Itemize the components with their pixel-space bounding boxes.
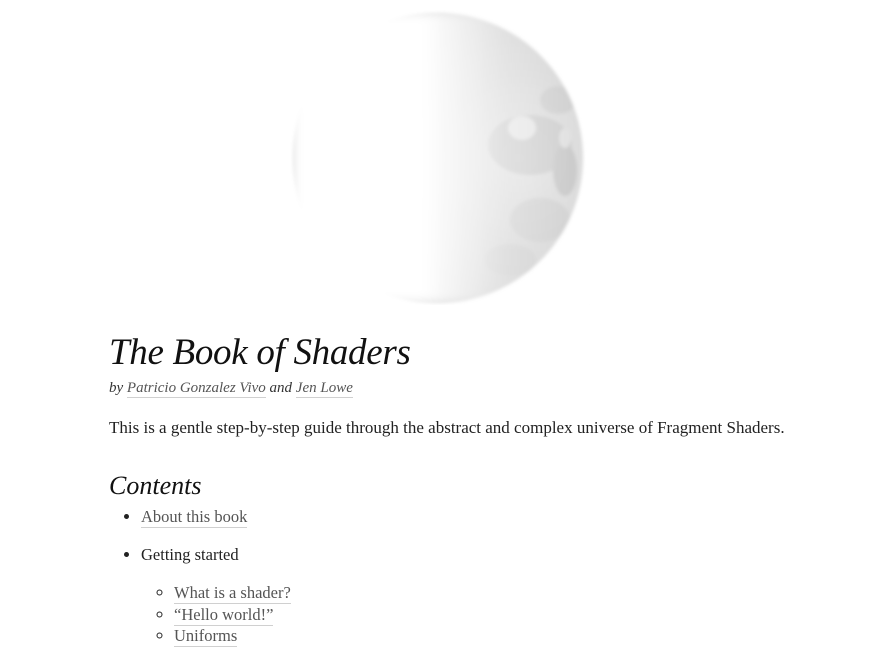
toc-link-uniforms[interactable]: Uniforms <box>174 626 238 645</box>
toc-subitem <box>174 625 809 647</box>
page-title: The Book of Shaders <box>109 332 411 373</box>
toc-subitem <box>174 582 809 604</box>
toc-subitem <box>174 604 809 626</box>
toc-item-getting-started <box>141 544 809 647</box>
toc-link-what-is-a-shader[interactable]: What is a shader? <box>174 583 291 602</box>
moon-hero-image <box>290 10 590 305</box>
author-link-jen[interactable]: Jen Lowe <box>295 380 353 396</box>
toc-link-about-this-book[interactable]: About this book <box>141 507 248 526</box>
contents-heading: Contents <box>109 471 202 500</box>
table-of-contents <box>109 506 809 647</box>
byline-conjunction: and <box>269 380 293 396</box>
toc-sublist-getting-started <box>141 582 809 647</box>
byline <box>109 378 809 398</box>
author-link-patricio[interactable]: Patricio Gonzalez Vivo <box>126 380 266 396</box>
toc-item-about <box>141 506 809 528</box>
toc-section-getting-started: Getting started <box>141 545 239 564</box>
byline-prefix: by <box>109 380 124 396</box>
main-content <box>109 330 809 663</box>
toc-link-hello-world[interactable]: “Hello world!” <box>174 604 274 624</box>
intro-paragraph: This is a gentle step-by-step guide through the abstract and complex universe of Fragment Shaders. <box>109 418 785 437</box>
moon-icon <box>290 10 590 305</box>
